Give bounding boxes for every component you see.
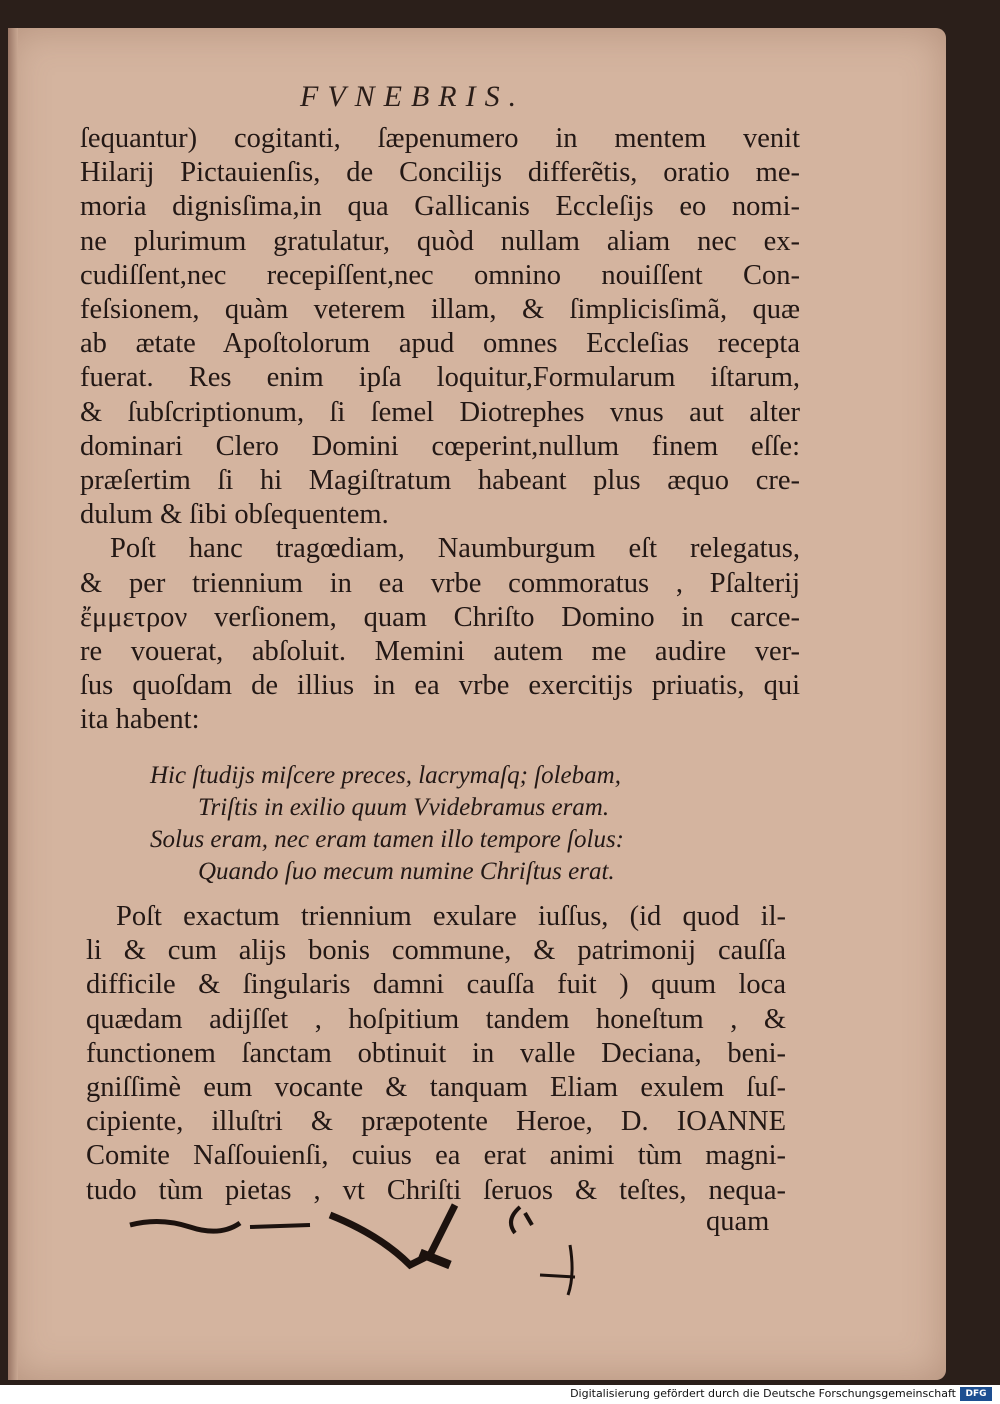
text-line: moria dignisſima,in qua Gallicanis Eccleſijs eo nomi-	[80, 191, 800, 223]
text-line: tudo tùm pietas , vt Chriſti ſeruos & teſtes, nequa-	[86, 1174, 786, 1206]
text-line: ita habent:	[80, 704, 200, 736]
text-line: li & cum alijs bonis commune, & patrimonij cauſſa	[86, 935, 786, 967]
text-line: & per triennium in ea vrbe commoratus , Pſalterij	[80, 567, 800, 599]
text-line: præſertim ſi hi Magiſtratum habeant plus æquo cre-	[80, 465, 800, 497]
text-line: ἔμμετρον verſionem, quam Chriſto Domino in carce-	[80, 601, 800, 633]
text-line: cudiſſent,nec recepiſſent,nec omnino nouiſſent Con-	[80, 259, 800, 291]
text-line: Poſt hanc tragœdiam, Naumburgum eſt relegatus,	[110, 533, 800, 565]
text-line: Comite Naſſouienſi, cuius ea erat animi tùm magni-	[86, 1140, 786, 1172]
text-line: & ſubſcriptionum, ſi ſemel Diotrephes vnus aut alter	[80, 396, 800, 428]
dfg-logo: DFG	[960, 1387, 992, 1401]
verse-line: Quando ſuo mecum numine Chriſtus erat.	[198, 858, 615, 885]
ink-stroke	[540, 1245, 575, 1295]
ink-marks	[120, 1195, 600, 1315]
ink-stroke	[130, 1221, 240, 1231]
text-line: Poſt exactum triennium exulare iuſſus, (id quod il-	[116, 901, 786, 932]
text-line: cipiente, illuſtri & præpotente Heroe, D. IOANNE	[86, 1106, 786, 1138]
verse-block	[150, 760, 710, 888]
text-line: ab ætate Apoſtolorum apud omnes Eccleſias recepta	[80, 328, 800, 360]
text-line: dulum & ſibi obſequentem.	[80, 499, 389, 531]
catchword: quam	[706, 1206, 770, 1237]
verse-line: Solus eram, nec eram tamen illo tempore ſolus:	[150, 826, 624, 853]
running-head: FVNEBRIS.	[300, 80, 526, 113]
ink-stroke	[250, 1225, 310, 1227]
funding-notice: Digitalisierung gefördert durch die Deutsche Forschungsgemeinschaft	[570, 1387, 956, 1400]
page-edge	[8, 28, 18, 1380]
text-line: dominari Clero Domini cœperint,nullum finem eſſe:	[80, 430, 800, 462]
text-line: quædam adijſſet , hoſpitium tandem honeſtum , &	[86, 1003, 786, 1035]
text-line: ne plurimum gratulatur, quòd nullam aliam nec ex-	[80, 225, 800, 257]
text-line: fuerat. Res enim ipſa loquitur,Formularum iſtarum,	[80, 362, 800, 394]
text-line: difficile & ſingularis damni cauſſa fuit ) quum loca	[86, 969, 786, 1001]
verse-line: Triſtis in exilio quum Vvidebramus eram.	[198, 794, 610, 821]
text-line: re vouerat, abſoluit. Memini autem me audire ver-	[80, 636, 800, 668]
text-line: ſus quoſdam de illius in ea vrbe exercitijs priuatis, qui	[80, 670, 800, 702]
text-line: ſequantur) cogitanti, ſæpenumero in mentem venit	[80, 123, 800, 154]
text-line: feſsionem, quàm veterem illam, & ſimplicisſimã, quæ	[80, 294, 800, 326]
text-line: gniſſimè eum vocante & tanquam Eliam exulem ſuſ-	[86, 1072, 786, 1104]
text-line: functionem ſanctam obtinuit in valle Deciana, beni-	[86, 1037, 786, 1069]
paragraph-3	[86, 900, 786, 1208]
ink-stroke	[420, 1253, 450, 1265]
footer-bar	[0, 1385, 1000, 1404]
ink-stroke	[511, 1207, 532, 1233]
paragraph-1	[80, 122, 800, 738]
verse-line: Hic ſtudijs miſcere preces, lacrymaſq; ſolebam,	[150, 762, 621, 789]
text-line: Hilarij Pictauienſis, de Concilijs differẽtis, oratio me-	[80, 157, 800, 189]
